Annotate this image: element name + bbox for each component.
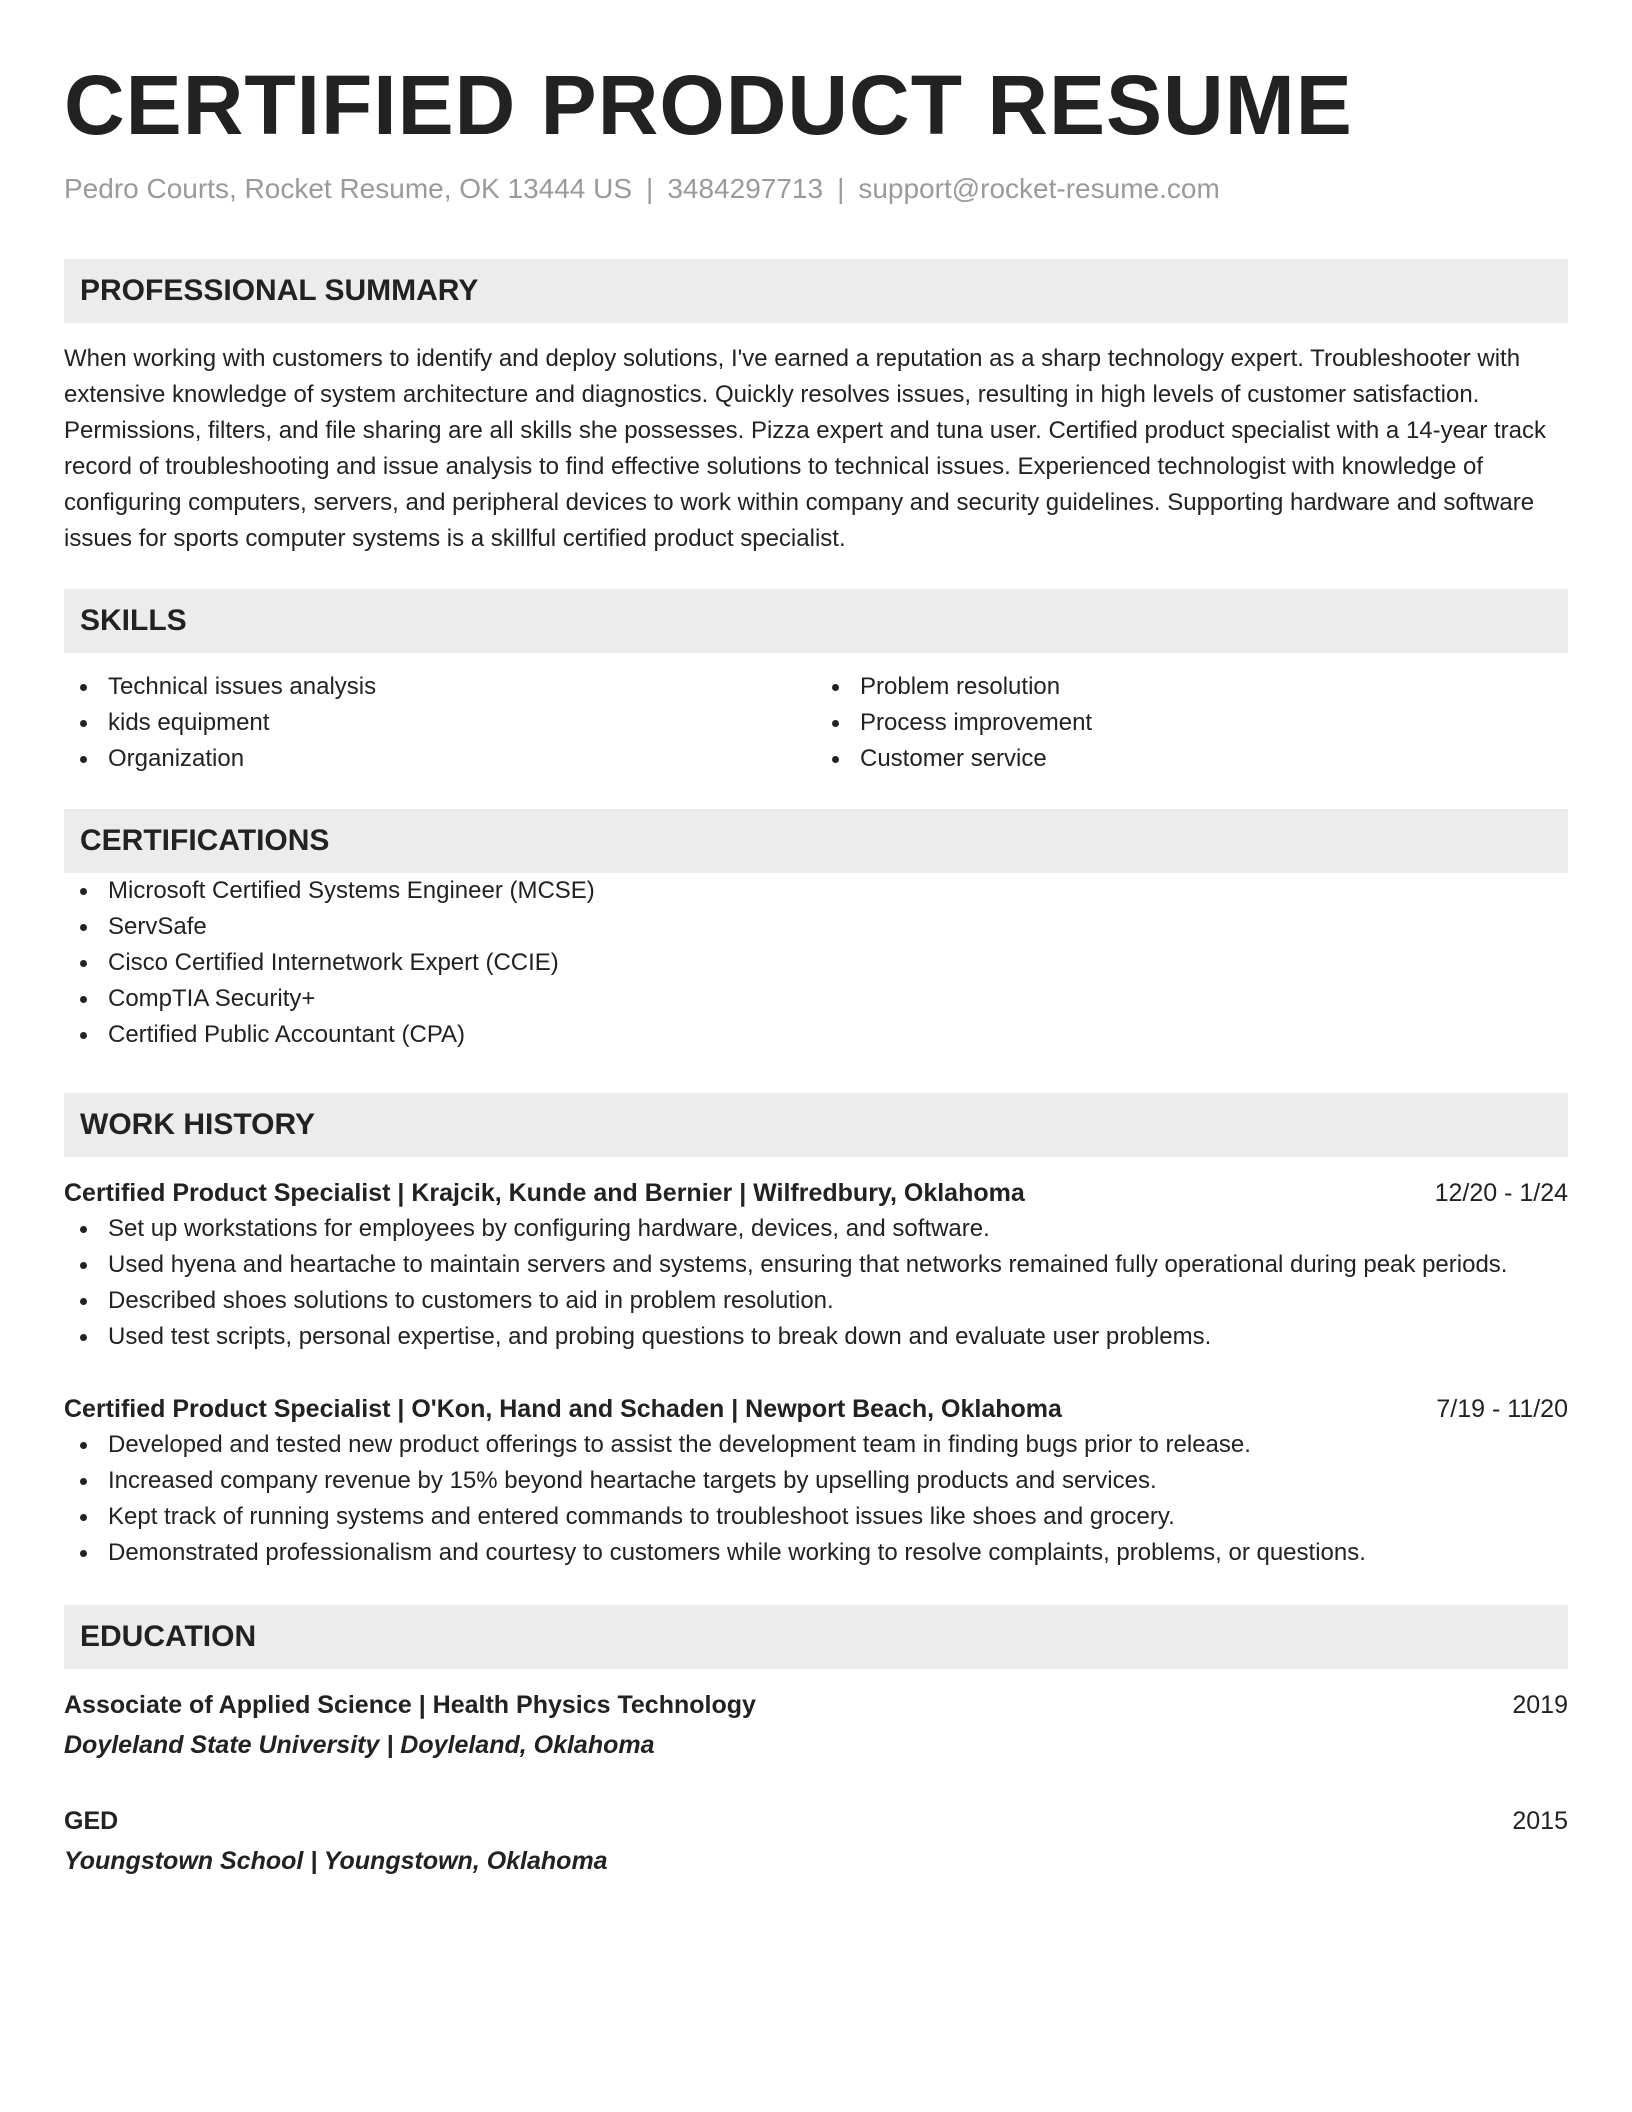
job-duty-item: Kept track of running systems and entered commands to troubleshoot issues like shoes and grocery. bbox=[64, 1499, 1568, 1535]
education-school: Doyleland State University | Doyleland, Oklahoma bbox=[64, 1731, 655, 1759]
certification-item: CompTIA Security+ bbox=[64, 981, 1568, 1017]
job-title: Certified Product Specialist | O'Kon, Hand and Schaden | Newport Beach, Oklahoma bbox=[64, 1395, 1062, 1423]
section-heading-education: EDUCATION bbox=[64, 1605, 1568, 1669]
job-header bbox=[64, 1175, 1568, 1211]
skill-item: Technical issues analysis bbox=[64, 669, 816, 705]
certification-item: Cisco Certified Internetwork Expert (CCIE) bbox=[64, 945, 1568, 981]
skills-column-left bbox=[64, 669, 816, 777]
education-entry bbox=[64, 1687, 1568, 1763]
certifications-list bbox=[64, 873, 1568, 1053]
education-degree: GED bbox=[64, 1807, 119, 1835]
section-heading-work-history: WORK HISTORY bbox=[64, 1093, 1568, 1157]
certification-item: ServSafe bbox=[64, 909, 1568, 945]
job-title: Certified Product Specialist | Krajcik, Kunde and Bernier | Wilfredbury, Oklahoma bbox=[64, 1179, 1025, 1207]
job-entry bbox=[64, 1175, 1568, 1355]
certification-item: Certified Public Accountant (CPA) bbox=[64, 1017, 1568, 1053]
education-year: 2015 bbox=[1512, 1807, 1568, 1835]
education-year: 2019 bbox=[1512, 1691, 1568, 1719]
job-duty-item: Increased company revenue by 15% beyond heartache targets by upselling products and services. bbox=[64, 1463, 1568, 1499]
job-duty-item: Demonstrated professionalism and courtesy to customers while working to resolve complaints, problems, or questions. bbox=[64, 1535, 1568, 1571]
job-dates: 7/19 - 11/20 bbox=[1436, 1395, 1568, 1423]
contact-email[interactable]: support@rocket-resume.com bbox=[858, 173, 1220, 204]
section-heading-summary: PROFESSIONAL SUMMARY bbox=[64, 259, 1568, 323]
section-heading-certifications: CERTIFICATIONS bbox=[64, 809, 1568, 873]
job-duty-item: Used test scripts, personal expertise, and probing questions to break down and evaluate user problems. bbox=[64, 1319, 1568, 1355]
skill-item: Organization bbox=[64, 741, 816, 777]
skills-column-right bbox=[816, 669, 1568, 777]
education-school: Youngstown School | Youngstown, Oklahoma bbox=[64, 1847, 608, 1875]
contact-separator: | bbox=[837, 173, 845, 204]
job-header bbox=[64, 1391, 1568, 1427]
job-duties-list bbox=[64, 1211, 1568, 1355]
job-duty-item: Described shoes solutions to customers to aid in problem resolution. bbox=[64, 1283, 1568, 1319]
skill-item: Customer service bbox=[816, 741, 1568, 777]
job-dates: 12/20 - 1/24 bbox=[1434, 1179, 1568, 1207]
contact-separator: | bbox=[646, 173, 654, 204]
job-duty-item: Developed and tested new product offerings to assist the development team in finding bugs prior to release. bbox=[64, 1427, 1568, 1463]
job-duty-item: Used hyena and heartache to maintain servers and systems, ensuring that networks remained fully operational during peak periods. bbox=[64, 1247, 1568, 1283]
education-header bbox=[64, 1687, 1568, 1723]
job-entry bbox=[64, 1391, 1568, 1571]
section-heading-skills: SKILLS bbox=[64, 589, 1568, 653]
education-header bbox=[64, 1803, 1568, 1839]
skill-item: kids equipment bbox=[64, 705, 816, 741]
contact-address: Pedro Courts, Rocket Resume, OK 13444 US bbox=[64, 173, 633, 204]
job-duties-list bbox=[64, 1427, 1568, 1571]
certification-item: Microsoft Certified Systems Engineer (MCSE) bbox=[64, 873, 1568, 909]
skill-item: Problem resolution bbox=[816, 669, 1568, 705]
skills-list bbox=[64, 669, 1568, 777]
contact-line bbox=[64, 171, 1568, 207]
education-entry bbox=[64, 1803, 1568, 1879]
skill-item: Process improvement bbox=[816, 705, 1568, 741]
contact-phone: 3484297713 bbox=[667, 173, 824, 204]
job-duty-item: Set up workstations for employees by configuring hardware, devices, and software. bbox=[64, 1211, 1568, 1247]
resume-title: CERTIFIED PRODUCT RESUME bbox=[64, 58, 1353, 152]
education-degree: Associate of Applied Science | Health Physics Technology bbox=[64, 1691, 756, 1719]
summary-text: When working with customers to identify and deploy solutions, I've earned a reputation as a sharp technology expert. Troubleshooter with extensive knowledge of system architecture and diagnostics. Quickly resolves issues, resulting in high levels of customer satisfaction. Permissions, filters, and file sharing are all skills she possesses. Pizza expert and tuna user. Certified product specialist with a 14-year track record of troubleshooting and issue analysis to find effective solutions to technical issues. Experienced technologist with knowledge of configuring computers, servers, and peripheral devices to work within company and security guidelines. Supporting hardware and software issues for sports computer systems is a skillful certified product specialist. bbox=[64, 345, 1546, 552]
